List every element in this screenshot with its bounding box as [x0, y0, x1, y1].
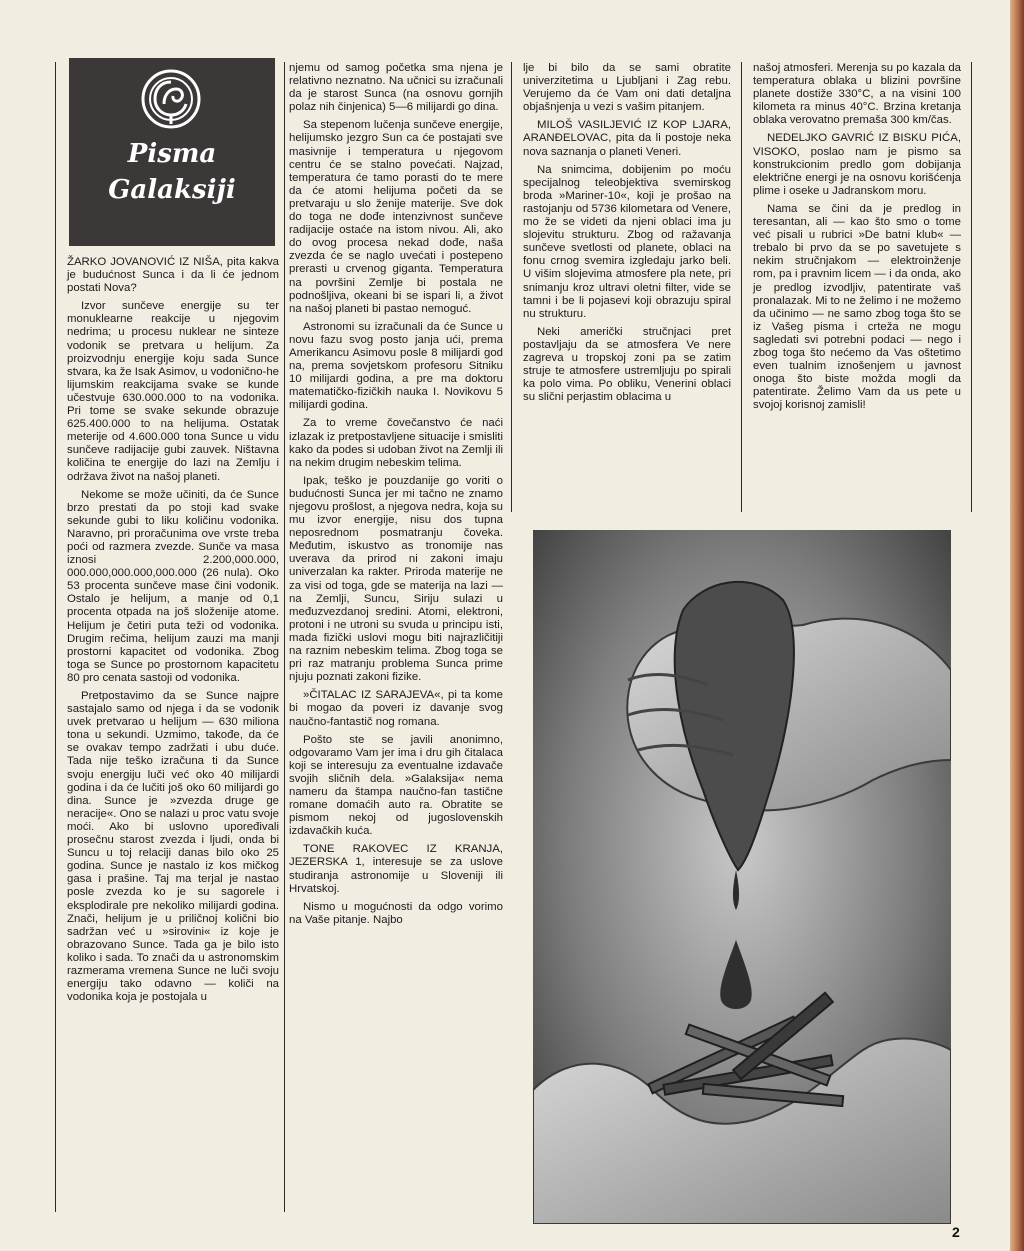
- title-line-2: Galaksiji: [108, 175, 236, 205]
- article-column-4: [753, 62, 961, 417]
- article-column-2: [289, 62, 503, 932]
- paragraph: Pošto ste se javili anonimno, odgovaramo Vam jer ima i dru gih čitalaca koji se interesuju za eventualne izdavače svojih sličnih dela. »Galaksija« nema nameru da štampa naučno-fan tastične romane domaćih auto ra. Obratite se pismom nekoj od jugoslovenskih izdavačkih kuća.: [289, 733, 503, 838]
- paragraph: Neki američki stručnjaci pret postavljaju da se atmosfera Ve nere zagreva u tropskoj zoni pa se zatim struje te atmosfere ustremljuju po spirali ka polo vima. Po obliku, Venerini oblaci su slični perjastim oblacima u: [523, 325, 731, 404]
- section-header: [69, 58, 275, 246]
- page-number: 2: [952, 1224, 960, 1240]
- letter-question: NEDELJKO GAVRIĆ IZ BISKU PIĆA, VISOKO, poslao nam je pismo sa konstrukcionim predlo gom dobijanja električne energi je na osnovu korišćenja plime i oseke u Jadranskom moru.: [753, 132, 961, 197]
- title-line-1: Pisma: [127, 139, 217, 169]
- paragraph: Izvor sunčeve energije su ter monuklearne reakcije u njegovim nedrima; u procesu nuklear ne sinteze vodonik se pretvara u helijum. Za proizvodnju energije koju sada Sunce stvara, ka že Isak Asimov, u vodonično-he lijumskim reakcijama svake se kunde učestvuje 630.000.000 to na vodonika. Pri tome se svake sekunde obrazuje 625.400.000 to na helijuma. Ostatak meterije od 4.600.000 tona Sunce u vidu sunčeve radijacije gubi zauvek. Ništavna količina te energije do lazi na Zemlju i održava život na našoj planeti.: [67, 300, 279, 483]
- article-column-3: [523, 62, 731, 409]
- paragraph: Sa stepenom lučenja sunčeve energije, helijumsko jezgro Sun ca će postajati sve masivnije i temperatura u njegovom centru će se stalno povećati. Najzad, temperatura će tamo porasti do te mere da će atomi helijuma početi da se pretvaraju u slo ženije materije. Sve dok do toga ne dođe intenzivnost sunčeve radijacije ostaće na istom nivou. Ali, ako do ovog procesa nekad dođe, naša zvezda će se naglo uvećati i postepeno prerasti u crvenog giganta. Temperatura na površini Zemlje bi postala ne podnošljiva, okeani bi se ispari li, a život na našoj planeti bi pastao nemoguć.: [289, 119, 503, 315]
- section-title: [69, 136, 275, 208]
- paragraph: njemu od samog početka sma njena je relativno neznatno. Na učnici su izračunali da je starost Sunca (na osnovu gornjih polaz nih činjenica) 5—6 milijardi go dina.: [289, 62, 503, 114]
- column-divider: [741, 62, 742, 512]
- paragraph: Na snimcima, dobijenim po moću specijalnog teleobjektiva svemirskog broda »Mariner-10«, koji je prošao na rastojanju od 5736 kilometara od Venere, mo že se videti da njeni oblaci ima ju slojevitu strukturu. Zbog od ražavanja sunčeve svetlosti od planete, oblaci na fonu crnog svemira izgledaju jarko beli. U višim slojevima atmosfere pla nete, pri snimanju kroz ultravi oletni filter, vide se tamni i be li pojasevi koji obrazuju spiral nu strukturu.: [523, 163, 731, 320]
- hand-squeezing-rock-illustration: [533, 530, 951, 1224]
- column-divider: [511, 62, 512, 512]
- paragraph: Ipak, teško je pouzdanije go voriti o budućnosti Sunca jer mi tačno ne znamo njegovu prošlost, a njegova nedra, koja su mu izvor energije, nisu dos tupna neposrednom posmatranju čoveka. Međutim, iskustvo as tronomije nas uverava da prirod ni zakoni imaju univerzalan ka rakter. Priroda materije ne za visi od toga, gde se materija na lazi — na Zemlji, Suncu, Siriju sulazi u međuzvezdanoj sredini. Atomi, elektroni, protoni i ne utroni su svuda u principu isti, mada fizički uslovi mogu biti najrazličitiji na raznim nebeskim telima. Zbog toga se pri raz matranju problema Sunca prime njuju poznati zakoni fizike.: [289, 474, 503, 684]
- letter-question: MILOŠ VASILJEVIĆ IZ KOP LJARA, ARANĐELOVAC, pita da li postoje neka nova saznanja o planeti Veneri.: [523, 119, 731, 158]
- paragraph: lje bi bilo da se sami obratite univerzitetima u Ljubljani i Zag rebu. Verujemo da će Vam oni dati detaljna objašnjenja u vezi s vašim pitanjem.: [523, 62, 731, 114]
- column-divider: [971, 62, 972, 512]
- book-spine-edge: [1010, 0, 1024, 1251]
- paragraph: Pretpostavimo da se Sunce najpre sastajalo samo od njega i da se vodonik uvek pretvarao u helijum — 630 miliona tona u sekundi. Uzmimo, takođe, da će se ovakav tempo zadržati i ubu duće. Tada nije teško izračuna ti da Sunce svoju energiju luči već oko 40 milijardi godina i da će lučiti još oko 60 milijardi go dina. Sunce je »zvezda druge ge neracije«. Ono se nalazi u proc vatu svoje moći. Ako bi uslovno upoređivali prosečnu starost zvezda i ljudi, onda bi Suncu u toj relaciji danas bilo oko 25 godina. Sunce je nastalo iz kos mičkog gasa i prašine. Taj ma terjal je nastao posle zvezda ko je su sagorele i eksplodirale pre nekoliko milijardi godina. Znači, helijum je u priličnoj količni bio sadržan već u »sirovini« iz koje je obrazovano Sunce. Tada ga je bilo isto koliko i sada. To znači da u astronomskim razmerama vremena Sunce ne luči svoju energiju tako odavno — količi na vodonika koja je postojala u: [67, 690, 279, 1004]
- paragraph: Nekome se može učiniti, da će Sunce brzo prestati da po stoji kad svake sekunde gubi to liku količinu vodonika. Naravno, pri proračunima ove vrste treba poći od razmera zvezde. Sunče va masa iznosi 2.200,000.000, 000.000,000.000,000.000 (26 nula). Oko 53 procenta sunčeve mase čini vodonik. Ostalo je helijum, a manje od 0,1 procenta otpada na još složenije atome. Helijum je četiri puta teži od vodonika. Drugim rečima, helijum zauzi ma manji prostorni kapacitet od vodonika. Zbog toga se Sunce po prostornom kapacitetu 80 pro cenata sastoji od vodonika.: [67, 488, 279, 684]
- galaksija-logo-icon: [140, 68, 202, 130]
- paragraph: našoj atmosferi. Merenja su po kazala da temperatura oblaka u blizini površine planete dostiže 330°C, a na visini 100 kilometa ra minus 40°C. Brzina kretanja oblaka verovatno premaša 300 km/čas.: [753, 62, 961, 127]
- letter-question: »ČITALAC IZ SARAJEVA«, pi ta kome bi mogao da poveri iz davanje svog naučno-fantastič nog romana.: [289, 689, 503, 728]
- paragraph: Za to vreme čovečanstvo će naći izlazak iz pretpostavljene situacije i smisliti kako da podes si udoban život na Zemlji ili na nekim drugim nebeskim telima.: [289, 417, 503, 469]
- paragraph: Astronomi su izračunali da će Sunce u novu fazu svog posto janja ući, prema Amerikancu Asimovu posle 8 milijardi god na, prema sovjetskom profesoru Sitniku 10 milijardi godina, a pre ma doktoru matematičko-fizičkih nauka I. Novikovu 5 milijardi godina.: [289, 320, 503, 412]
- letter-question: ŽARKO JOVANOVIĆ IZ NIŠA, pita kakva je budućnost Sunca i da li će jednom postati Nova?: [67, 256, 279, 295]
- letter-question: TONE RAKOVEC IZ KRANJA, JEZERSKA 1, interesuje se za uslove studiranja astronomije u Sloveniji ili Hrvatskoj.: [289, 843, 503, 895]
- paragraph: Nama se čini da je predlog in teresantan, ali — kao što smo o tome već pisali u rubrici »De batni klub« — trebalo bi prvo da se po savetujete s nekim stručnjakom — elektroinženje rom, pa i pravnim licem — i da onda, ako je predlog izvodljiv, patentirate vaš pronalazak. Mi to ne želimo i ne možemo da učinimo — ne samo zbog toga što se iz Vašeg pisma i crteža ne mogu sagledati svi potrebni podaci — nego i zbog toga što nećemo da Vas oštetimo even tualnim iznošenjem u javnost onoga što biste možda mogli da patentirate. Želimo Vam da us pete u svojoj korisnoj zamisli!: [753, 202, 961, 412]
- column-divider: [55, 62, 56, 1212]
- article-column-1: [67, 256, 279, 1009]
- column-divider: [284, 62, 285, 1212]
- paragraph: Nismo u mogućnosti da odgo vorimo na Vaše pitanje. Najbo: [289, 900, 503, 926]
